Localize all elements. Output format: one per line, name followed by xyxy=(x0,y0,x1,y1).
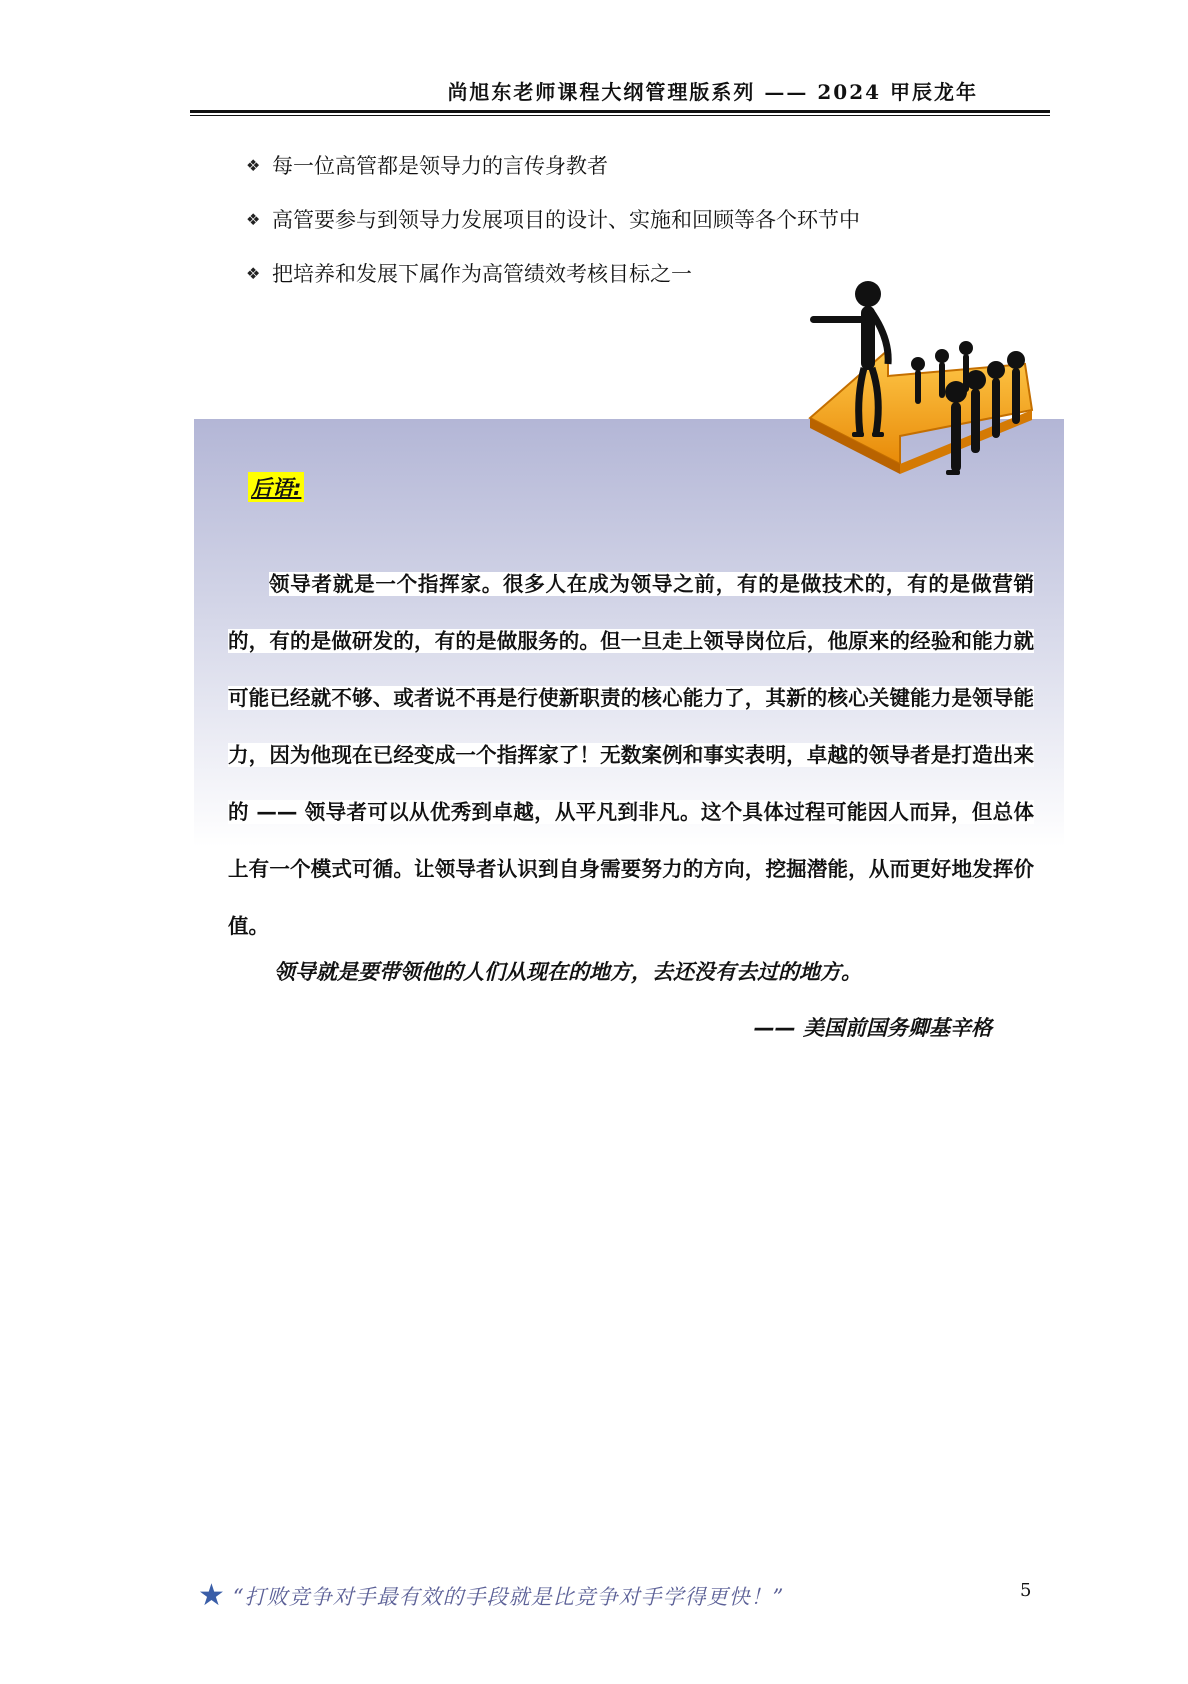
footer xyxy=(198,1578,784,1613)
star-icon: ★ xyxy=(198,1578,225,1613)
leader-arrow-illustration xyxy=(770,268,1070,516)
bullet-text: 把培养和发展下属作为高管绩效考核目标之一 xyxy=(272,262,692,286)
header-rule-thick xyxy=(190,110,1050,113)
diamond-bullet-icon: ❖ xyxy=(246,210,261,229)
bullet-text: 高管要参与到领导力发展项目的设计、实施和回顾等各个环节中 xyxy=(272,208,860,232)
page-number: 5 xyxy=(1020,1580,1032,1601)
afterword-label: 后语: xyxy=(248,472,304,502)
bullet-text: 每一位高管都是领导力的言传身教者 xyxy=(272,154,608,178)
paragraph-text: 领导者就是一个指挥家。很多人在成为领导之前，有的是做技术的，有的是做营销的，有的是做研发的，有的是做服务的。但一旦走上领导岗位后，他原来的经验和能力就可能已经就不够、或者说不再是行使新职责的核心能力了，其新的核心关键能力是领导能力，因为他现在已经变成一个指挥家了！无数案例和事实表明，卓越的领导者是打造出来的 —— 领导者可以从优秀到卓越，从平凡到非凡。这个具体过程可能因人而异，但总体上有一个模式可循。让领导者认识到自身需要努力的方向，挖掘潜能，从而更好地发挥价值。 xyxy=(228,572,1034,938)
header-title: 尚旭东老师课程大纲管理版系列 —— 2024 甲辰龙年 xyxy=(447,80,978,104)
list-item xyxy=(246,204,860,236)
footer-quote: “打败竞争对手最有效的手段就是比竞争对手学得更快！” xyxy=(232,1584,785,1609)
quote-attribution: —— 美国前国务卿基辛格 xyxy=(753,1016,992,1040)
list-item xyxy=(246,258,860,290)
header-rule-thin xyxy=(190,115,1050,116)
diamond-bullet-icon: ❖ xyxy=(246,264,261,283)
kissinger-quote: 领导就是要带领他的人们从现在的地方，去还没有去过的地方。 xyxy=(274,960,862,984)
diamond-bullet-icon: ❖ xyxy=(246,156,261,175)
bullet-list xyxy=(246,150,860,312)
afterword-paragraph xyxy=(228,556,1034,955)
list-item xyxy=(246,150,860,182)
